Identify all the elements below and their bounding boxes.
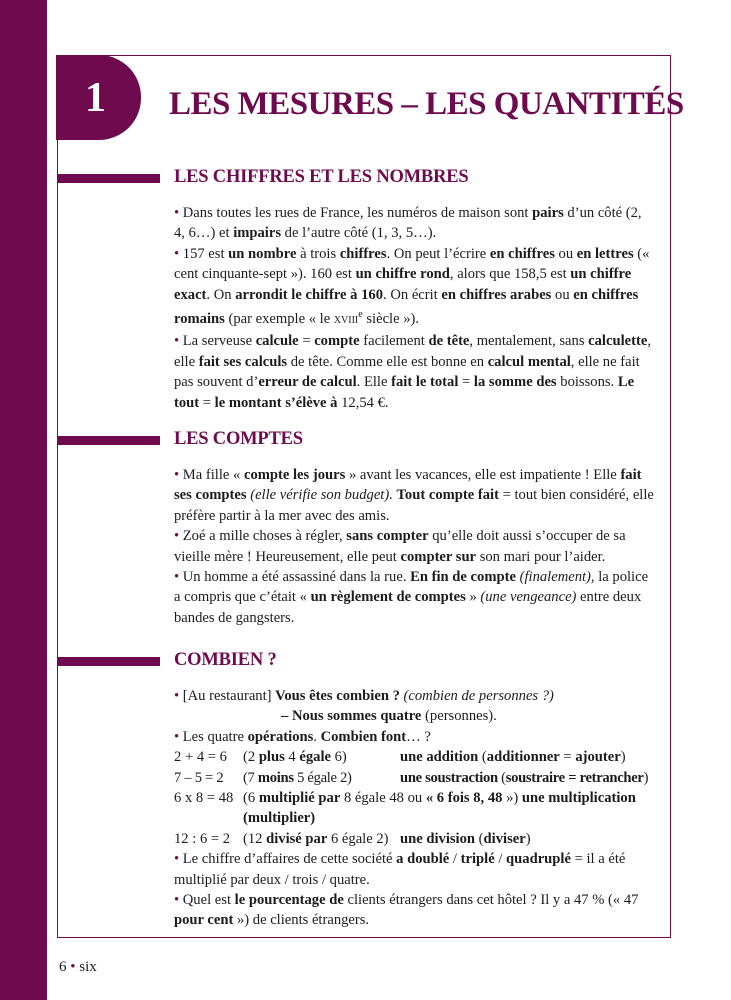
section-bar — [57, 174, 160, 183]
section-bar — [57, 436, 160, 445]
chapter-title: LES MESURES – LES QUANTITÉS — [169, 86, 684, 122]
section-bar — [57, 657, 160, 666]
paragraph: • Le chiffre d’affaires de cette société a doublé / triplé / quadruplé = il a été multiplié par deux / trois / quatre. — [174, 851, 626, 888]
paragraph: • [Au restaurant] Vous êtes combien ? (combien de personnes ?) — [174, 688, 554, 704]
section-title: LES CHIFFRES ET LES NOMBRES — [174, 167, 469, 187]
operation-row: 2 + 4 = 6 (2 plus 4 égale 6) une addition (additionner = ajouter) — [174, 749, 626, 766]
paragraph: • Zoé a mille choses à régler, sans compter qu’elle doit aussi s’occuper de sa vieille mère ! Heureusement, elle peut compter sur son mari pour l’aider. — [174, 528, 626, 565]
paragraph: • Un homme a été assassiné dans la rue. En fin de compte (finalement), la police a compris que c’était « un règlement de comptes » (une vengeance) entre deux bandes de gangsters. — [174, 569, 649, 626]
section-title: COMBIEN ? — [174, 650, 277, 670]
bullet: • — [174, 205, 180, 221]
operation-row: 12 : 6 = 2 (12 divisé par 6 égale 2) une division (diviser) — [174, 830, 531, 847]
bullet: • — [174, 688, 180, 704]
operation-row: 7 – 5 = 2 (7 moins 5 égale 2) une soustraction (soustraire = retrancher) — [174, 769, 649, 786]
paragraph: • Quel est le pourcentage de clients étrangers dans cet hôtel ? Il y a 47 % (« 47 pour cent ») de clients étrangers. — [174, 892, 639, 929]
footer-bullet: • — [70, 959, 76, 975]
paragraph: • 157 est un nombre à trois chiffres. On peut l’écrire en chiffres ou en lettres (« cent cinquante-sept »). 160 est un chiffre rond, alors que 158,5 est un chiffre exact. On arrondit le chiffre à 160. On écrit en chiffres arabes ou en chiffres romains (par exemple « le XVIIIe siècle »). — [174, 245, 650, 327]
bullet: • — [174, 245, 180, 262]
paragraph: • La serveuse calcule = compte facilement de tête, mentalement, sans calculette, elle fait ses calculs de tête. Comme elle est bonne en calcul mental, elle ne fait pas souvent d’erreur de calcul. Elle fait le total = la somme des boissons. Le tout = le montant s’élève à 12,54 €. — [174, 333, 651, 411]
page-word: six — [79, 959, 97, 975]
chapter-number: 1 — [85, 74, 106, 121]
bullet: • — [174, 892, 180, 909]
section-title: LES COMPTES — [174, 429, 303, 449]
paragraph: • Les quatre opérations. Combien font… ? — [174, 728, 431, 745]
paragraph: • Ma fille « compte les jours » avant les vacances, elle est impatiente ! Elle fait ses comptes (elle vérifie son budget). Tout compte fait = tout bien considéré, elle préfère partir à la mer avec des amis. — [174, 467, 654, 524]
bullet: • — [174, 467, 180, 483]
bullet: • — [174, 569, 180, 586]
page-footer — [59, 959, 97, 976]
section-body-comptes — [174, 465, 654, 628]
bullet: • — [174, 728, 180, 745]
paragraph: • Dans toutes les rues de France, les numéros de maison sont pairs d’un côté (2, 4, 6…) et impairs de l’autre côté (1, 3, 5…). — [174, 205, 642, 242]
bullet: • — [174, 851, 180, 868]
left-margin-band — [0, 0, 47, 1000]
bullet: • — [174, 333, 180, 350]
operation-row-continued: (multiplier) — [243, 810, 316, 827]
page-number: 6 — [59, 959, 67, 975]
chapter-number-badge — [56, 55, 141, 140]
operation-row: 6 x 8 = 48 (6 multiplié par 8 égale 48 ou « 6 fois 8, 48 ») une multiplication — [174, 790, 636, 807]
section-body-chiffres — [174, 203, 654, 413]
bullet: • — [174, 528, 180, 545]
paragraph: – Nous sommes quatre (personnes). — [281, 708, 497, 725]
section-body-combien — [174, 686, 654, 931]
